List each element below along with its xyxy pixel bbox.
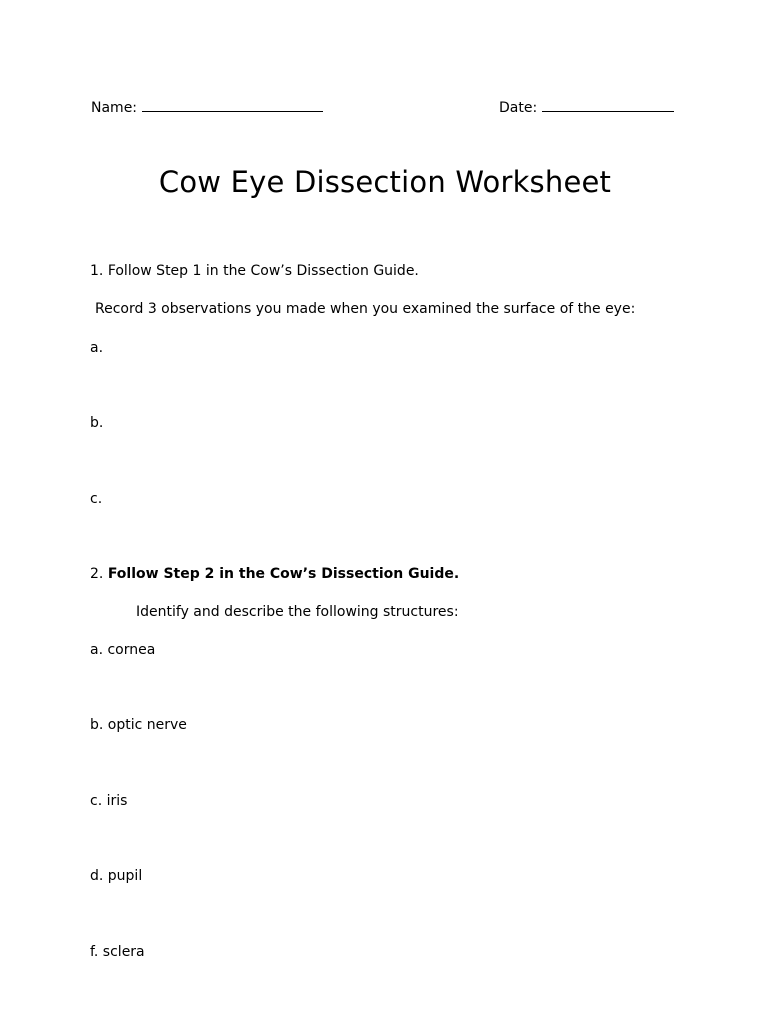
section-1-number: 1. bbox=[90, 263, 104, 279]
name-field bbox=[91, 96, 323, 117]
section-2-heading bbox=[90, 565, 459, 583]
section-2-item-optic-nerve: b. optic nerve bbox=[90, 717, 187, 733]
name-label: Name: bbox=[91, 100, 138, 116]
section-1-item-c: c. bbox=[90, 491, 103, 507]
section-1-item-b: b. bbox=[90, 415, 104, 431]
section-1-item-a: a. bbox=[90, 340, 104, 356]
section-2-prompt: Identify and describe the following structures: bbox=[136, 604, 459, 620]
section-1-heading bbox=[90, 262, 419, 280]
name-blank-line[interactable] bbox=[142, 96, 323, 112]
section-2-item-pupil: d. pupil bbox=[90, 868, 143, 884]
section-2-item-cornea: a. cornea bbox=[90, 642, 156, 658]
date-field bbox=[499, 96, 674, 117]
section-2-heading-text: Follow Step 2 in the Cow’s Dissection Guide. bbox=[107, 566, 460, 582]
section-2-number: 2. bbox=[90, 566, 104, 582]
section-1-heading-text: Follow Step 1 in the Cow’s Dissection Guide. bbox=[107, 263, 419, 279]
date-blank-line[interactable] bbox=[542, 96, 674, 112]
section-2-item-sclera: f. sclera bbox=[90, 944, 145, 960]
page-title: Cow Eye Dissection Worksheet bbox=[158, 165, 612, 199]
section-1-prompt: Record 3 observations you made when you examined the surface of the eye: bbox=[95, 301, 636, 317]
date-label: Date: bbox=[499, 100, 538, 116]
section-2-item-iris: c. iris bbox=[90, 793, 128, 809]
